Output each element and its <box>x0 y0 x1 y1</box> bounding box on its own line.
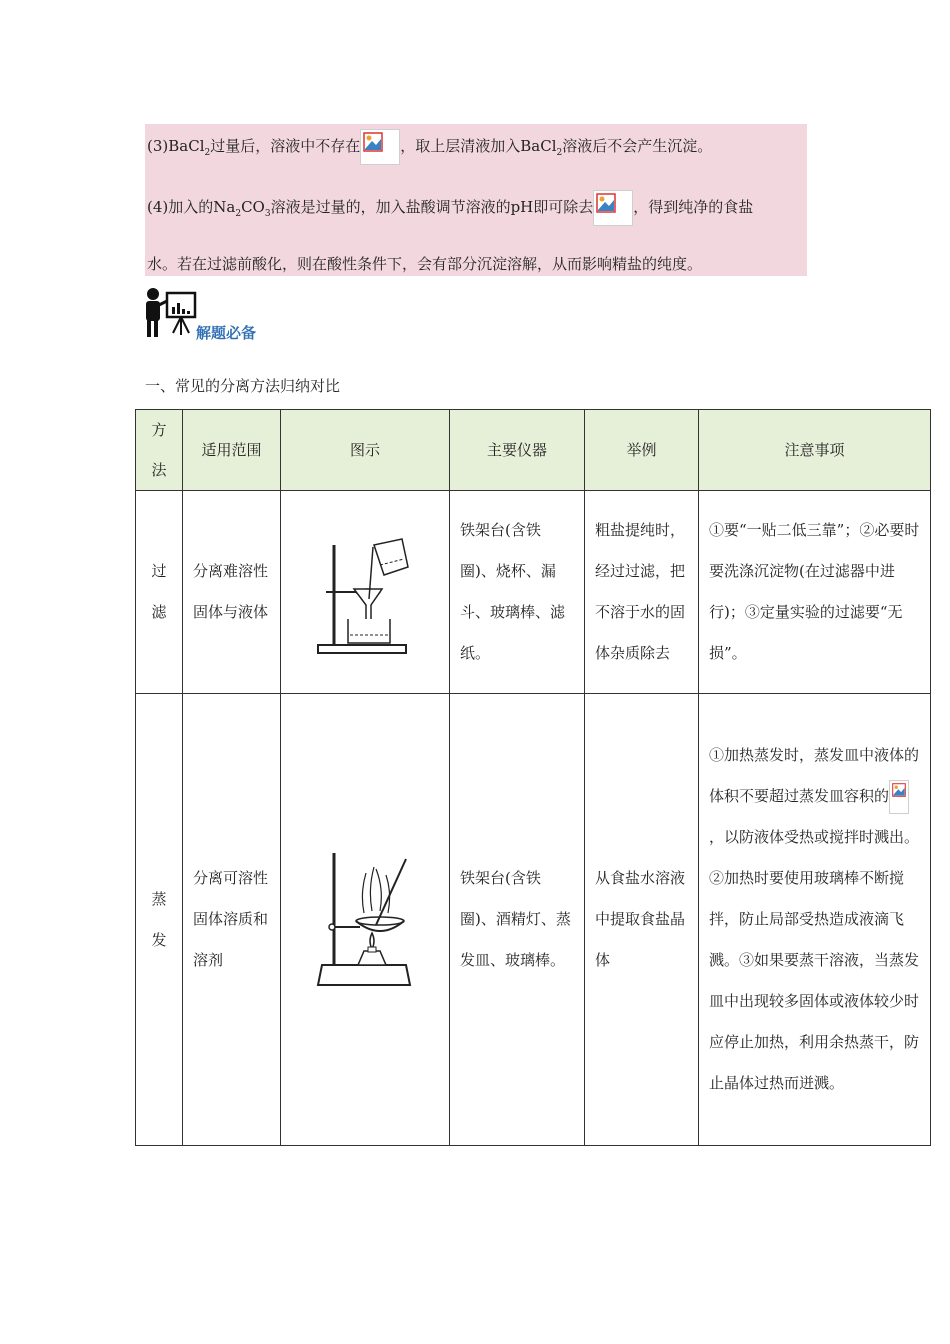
figure-cell <box>281 694 450 1146</box>
example-cell: 粗盐提纯时，经过过滤，把不溶于水的固体杂质除去 <box>585 491 699 694</box>
note-item-4-cont: 水。若在过滤前酸化，则在酸性条件下，会有部分沉淀溶解，从而影响精盐的纯度。 <box>147 255 703 273</box>
method-cell: 过滤 <box>136 491 183 694</box>
note-item-4: (4)加入的$Na_2CO_3$溶液是过量的，加入盐酸调节溶液的pH即可除去 ，得到纯净的食盐 <box>147 190 753 226</box>
table-header-row <box>136 410 931 491</box>
formula-image-icon <box>593 190 633 226</box>
header-figure: 图示 <box>281 410 450 491</box>
instruments-cell: 铁架台(含铁圈)、酒精灯、蒸发皿、玻璃棒。 <box>450 694 585 1146</box>
evaporation-apparatus-icon <box>310 845 420 995</box>
table-row <box>136 491 931 694</box>
method-cell: 蒸发 <box>136 694 183 1146</box>
table-heading: 一、常见的分离方法归纳对比 <box>145 377 341 395</box>
notes-box <box>145 124 807 276</box>
formula-image-icon <box>360 129 400 165</box>
scope-cell: 分离可溶性固体溶质和溶剂 <box>183 694 281 1146</box>
header-notes: 注意事项 <box>699 410 931 491</box>
header-instruments: 主要仪器 <box>450 410 585 491</box>
filtration-apparatus-icon <box>310 527 420 657</box>
example-cell: 从食盐水溶液中提取食盐晶体 <box>585 694 699 1146</box>
scope-cell: 分离难溶性固体与液体 <box>183 491 281 694</box>
figure-cell <box>281 491 450 694</box>
teacher-presentation-icon <box>141 287 197 339</box>
table-row <box>136 694 931 1146</box>
section-title: 解题必备 <box>196 324 257 342</box>
separation-methods-table <box>135 409 931 1146</box>
notes-cell: ①加热蒸发时，蒸发皿中液体的体积不要超过蒸发皿容积的 ，以防液体受热或搅拌时溅出。②加热时要使用玻璃棒不断搅拌，防止局部受热造成液滴飞溅。③如果要蒸干溶液，当蒸发皿中出现较多固体或液体较少时应停止加热，利用余热蒸干，防止晶体过热而迸溅。 <box>699 694 931 1146</box>
instruments-cell: 铁架台(含铁圈)、烧杯、漏斗、玻璃棒、滤纸。 <box>450 491 585 694</box>
notes-cell: ①要“一贴二低三靠”；②必要时要洗涤沉淀物(在过滤器中进行)；③定量实验的过滤要“无损”。 <box>699 491 931 694</box>
header-method: 方法 <box>136 410 183 491</box>
note-item-3: (3)BaCl$_2$过量后，溶液中不存在 ，取上层清液加入BaCl$_2$溶液后不会产生沉淀。 <box>147 129 712 165</box>
header-scope: 适用范围 <box>183 410 281 491</box>
header-example: 举例 <box>585 410 699 491</box>
fraction-image-icon <box>889 780 909 814</box>
